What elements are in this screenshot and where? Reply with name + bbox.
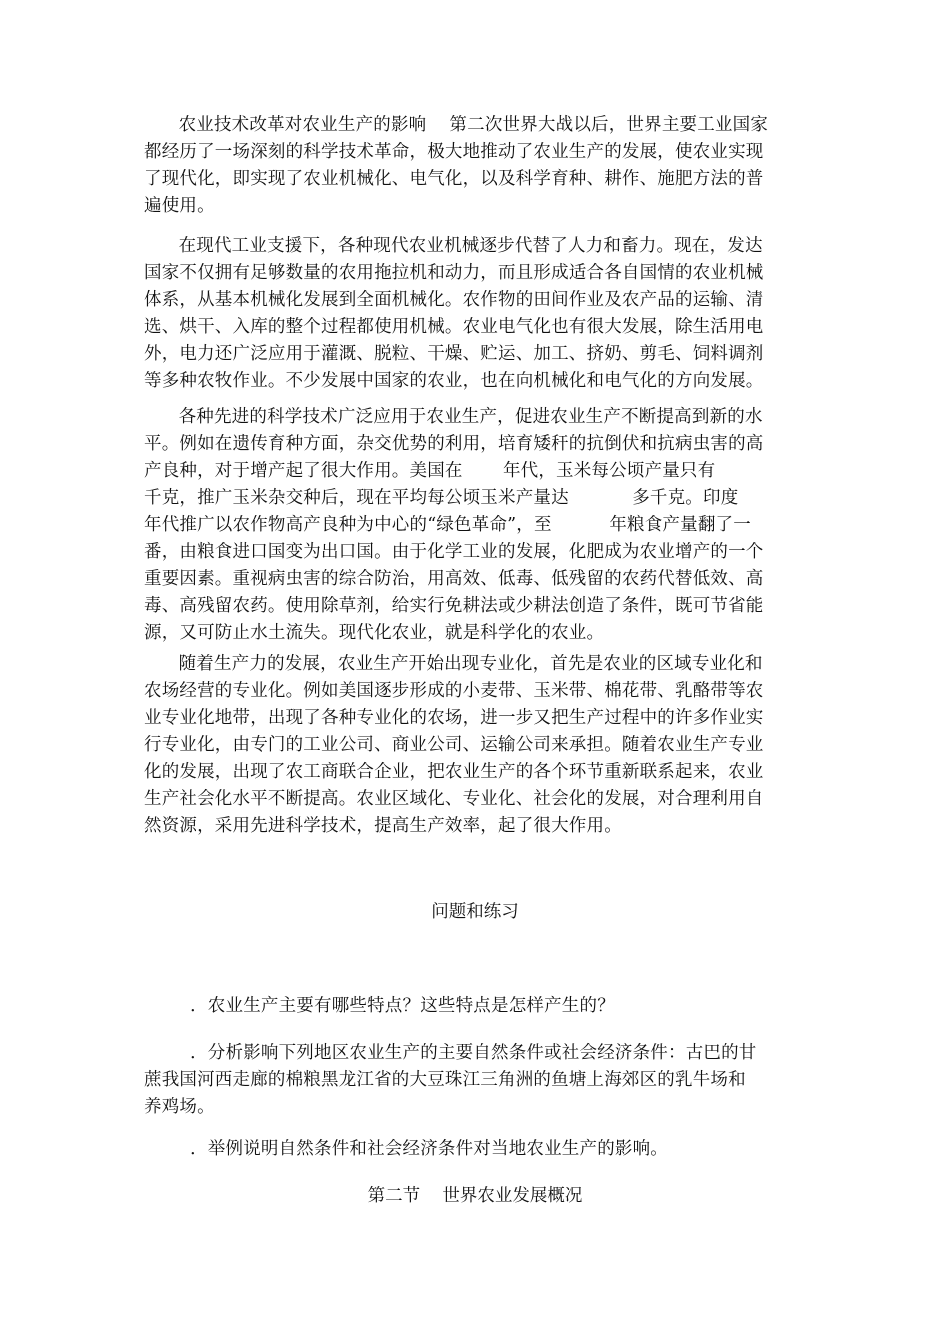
text-line: 选、烘干、入库的整个过程都使用机械。农业电气化也有很大发展，除生活用电 xyxy=(144,317,764,337)
text-line: 源，又可防止水土流失。现代化农业，就是科学化的农业。 xyxy=(144,623,605,643)
text-line: 随着生产力的发展，农业生产开始出现专业化，首先是农业的区域专业化和 xyxy=(144,654,763,674)
text-line: 业专业化地带，出现了各种专业化的农场，进一步又把生产过程中的许多作业实 xyxy=(144,708,764,728)
text-line: 毒、高残留农药。使用除草剂，给实行免耕法或少耕法创造了条件，既可节省能 xyxy=(144,596,764,616)
text-line: 然资源，采用先进科学技术，提高生产效率，起了很大作用。 xyxy=(144,816,622,836)
text-line: 平。例如在遗传育种方面，杂交优势的利用，培育矮秆的抗倒伏和抗病虫害的高 xyxy=(144,434,764,454)
text-line: 农场经营的专业化。例如美国逐步形成的小麦带、玉米带、棉花带、乳酪带等农 xyxy=(144,681,764,701)
text-line: 蔗我国河西走廊的棉粮黑龙江省的大豆珠江三角洲的鱼塘上海郊区的乳牛场和 xyxy=(144,1070,746,1090)
paragraph-science-tech xyxy=(144,404,810,647)
text-line: 了现代化，即实现了农业机械化、电气化，以及科学育种、耕作、施肥方法的普 xyxy=(144,169,764,189)
text-line: 等多种农牧作业。不少发展中国家的农业，也在向机械化和电气化的方向发展。 xyxy=(144,371,764,391)
text-line: 化的发展，出现了农工商联合企业，把农业生产的各个环节重新联系起来，农业 xyxy=(144,762,764,782)
text-line: 千克，推广玉米杂交种后，现在平均每公顷玉米产量达 多千克。印度 xyxy=(144,488,739,508)
text-line: 外，电力还广泛应用于灌溉、脱粒、干燥、贮运、加工、挤奶、剪毛、饲料调剂 xyxy=(144,344,764,364)
text-line: 年代推广以农作物高产良种为中心的“绿色革命”，至 年粮食产量翻了一 xyxy=(144,515,751,535)
exercise-question-2 xyxy=(144,1040,810,1121)
text-line: 养鸡场。 xyxy=(144,1097,215,1117)
exercise-question-3 xyxy=(144,1136,810,1163)
text-line: 都经历了一场深刻的科学技术革命，极大地推动了农业生产的发展，使农业实现 xyxy=(144,142,764,162)
text-line: 农业技术改革对农业生产的影响 第二次世界大战以后，世界主要工业国家 xyxy=(144,115,769,135)
text-line: 行专业化，由专门的工业公司、商业公司、运输公司来承担。随着农业生产专业 xyxy=(144,735,764,755)
section-title: 第二节 世界农业发展概况 xyxy=(367,1186,583,1206)
text-line: 在现代工业支援下，各种现代农业机械逐步代替了人力和畜力。现在，发达 xyxy=(144,236,763,256)
text-line: 生产社会化水平不断提高。农业区域化、专业化、社会化的发展，对合理利用自 xyxy=(144,789,764,809)
text-line: 体系，从基本机械化发展到全面机械化。农作物的田间作业及农产品的运输、清 xyxy=(144,290,764,310)
text-line: ．分析影响下列地区农业生产的主要自然条件或社会经济条件：古巴的甘 xyxy=(144,1043,757,1063)
exercise-question-1 xyxy=(144,993,810,1020)
paragraph-mechanization xyxy=(144,233,810,395)
text-line: 番，由粮食进口国变为出口国。由于化学工业的发展，化肥成为农业增产的一个 xyxy=(144,542,764,562)
text-line: 遍使用。 xyxy=(144,196,215,216)
text-line: 国家不仅拥有足够数量的农用拖拉机和动力，而且形成适合各自国情的农业机械 xyxy=(144,263,764,283)
text-line: 产良种，对于增产起了很大作用。美国在 年代，玉米每公顷产量只有 xyxy=(144,461,716,481)
paragraph-agri-tech-reform xyxy=(144,112,810,220)
text-line: 重要因素。重视病虫害的综合防治，用高效、低毒、低残留的农药代替低效、高 xyxy=(144,569,764,589)
paragraph-specialization xyxy=(144,651,810,840)
text-line: ．举例说明自然条件和社会经济条件对当地农业生产的影响。 xyxy=(144,1139,668,1159)
exercises-heading: 问题和练习 xyxy=(431,902,519,922)
text-line: 各种先进的科学技术广泛应用于农业生产，促进农业生产不断提高到新的水 xyxy=(144,407,763,427)
text-line: ．农业生产主要有哪些特点？这些特点是怎样产生的？ xyxy=(144,996,615,1016)
